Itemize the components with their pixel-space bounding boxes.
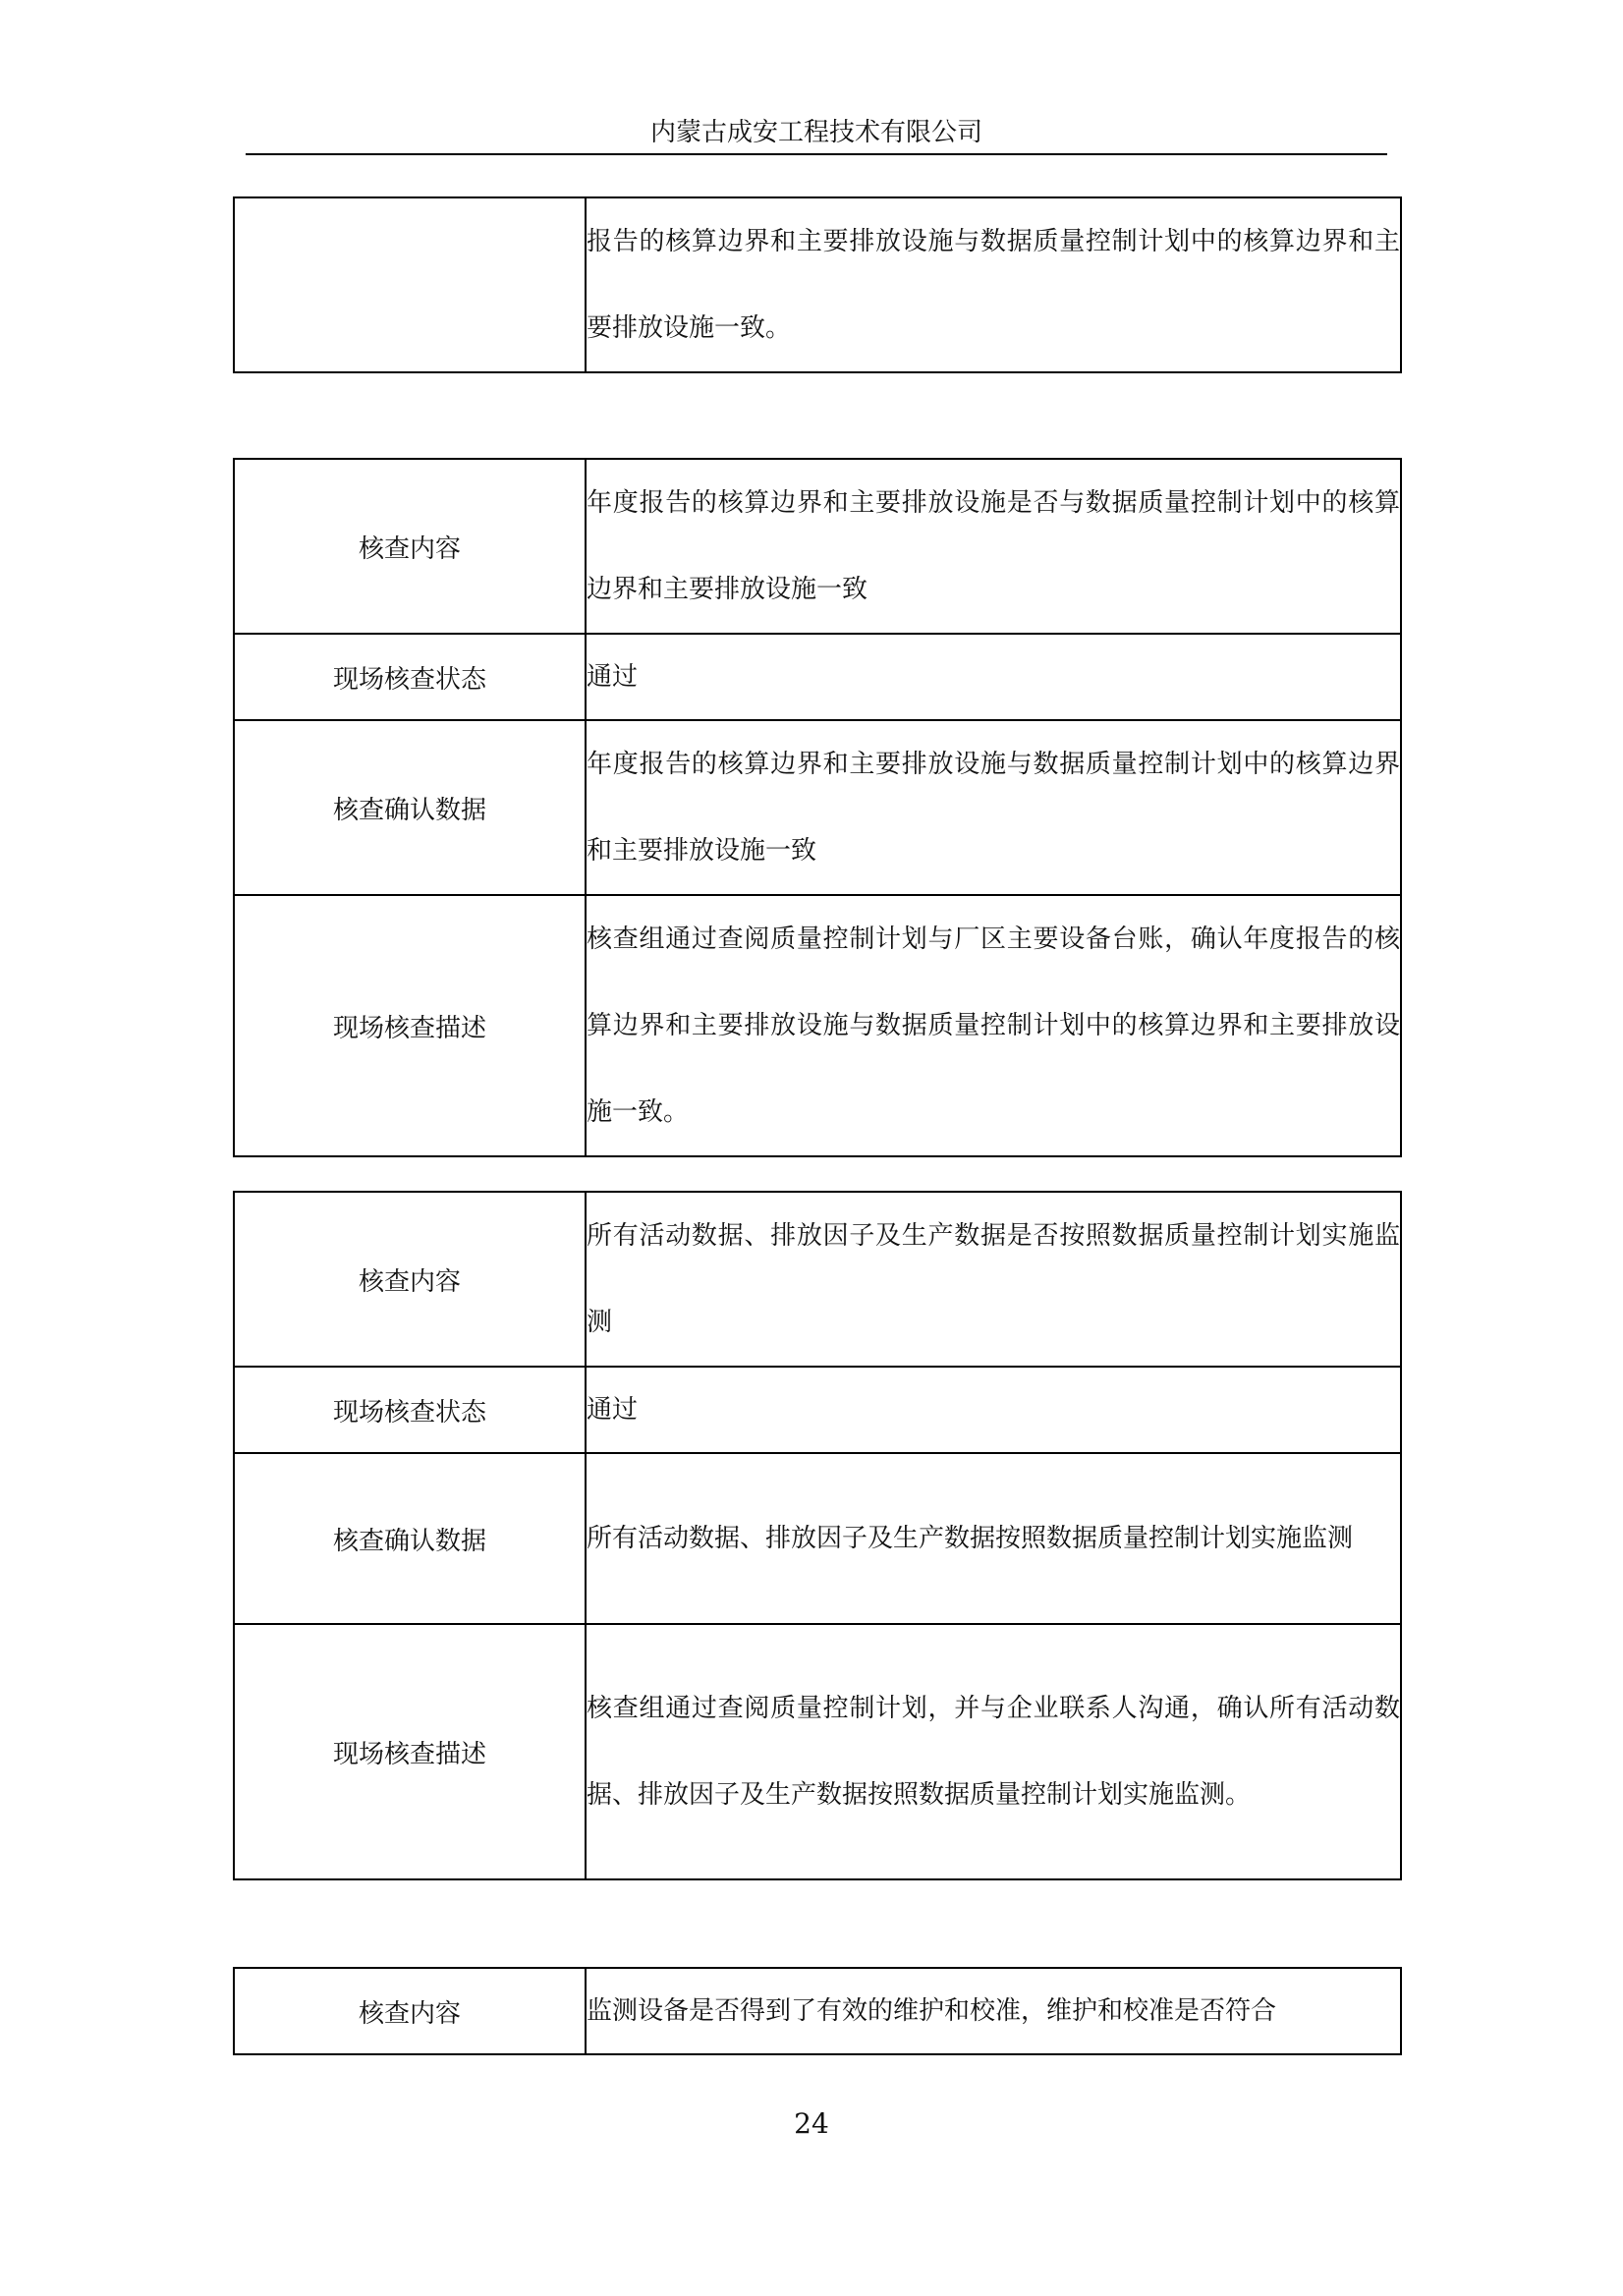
row-value-check-content: 监测设备是否得到了有效的维护和校准，维护和校准是否符合	[586, 1968, 1401, 2054]
table-row	[234, 459, 1401, 634]
table-row	[234, 197, 1401, 372]
row-label-site-description: 现场核查描述	[234, 895, 586, 1156]
page-number: 24	[794, 2107, 829, 2140]
row-value-site-status: 通过	[586, 1367, 1401, 1453]
check-table-equipment	[233, 1967, 1402, 2055]
table-row	[234, 1367, 1401, 1453]
row-label-site-status: 现场核查状态	[234, 1367, 586, 1453]
row-value-confirmed-data: 年度报告的核算边界和主要排放设施与数据质量控制计划中的核算边界和主要排放设施一致	[586, 720, 1401, 895]
header-divider	[246, 153, 1387, 155]
table-row	[234, 1624, 1401, 1879]
row-value-site-description: 核查组通过查阅质量控制计划与厂区主要设备台账，确认年度报告的核算边界和主要排放设施与数据质量控制计划中的核算边界和主要排放设施一致。	[586, 895, 1401, 1156]
row-label-check-content: 核查内容	[234, 1192, 586, 1367]
row-label-check-content: 核查内容	[234, 459, 586, 634]
row-value-check-content: 年度报告的核算边界和主要排放设施是否与数据质量控制计划中的核算边界和主要排放设施一致	[586, 459, 1401, 634]
check-table-boundary	[233, 458, 1402, 1157]
row-label-empty	[234, 197, 586, 372]
company-header: 内蒙古成安工程技术有限公司	[649, 118, 982, 147]
row-value-check-content: 所有活动数据、排放因子及生产数据是否按照数据质量控制计划实施监测	[586, 1192, 1401, 1367]
table-row	[234, 634, 1401, 720]
table-row	[234, 1453, 1401, 1624]
row-label-site-description: 现场核查描述	[234, 1624, 586, 1879]
table-row	[234, 720, 1401, 895]
row-label-confirmed-data: 核查确认数据	[234, 1453, 586, 1624]
row-value-site-description: 核查组通过查阅质量控制计划，并与企业联系人沟通，确认所有活动数据、排放因子及生产数据按照数据质量控制计划实施监测。	[586, 1624, 1401, 1879]
row-label-confirmed-data: 核查确认数据	[234, 720, 586, 895]
row-value: 报告的核算边界和主要排放设施与数据质量控制计划中的核算边界和主要排放设施一致。	[586, 197, 1401, 372]
row-value-confirmed-data: 所有活动数据、排放因子及生产数据按照数据质量控制计划实施监测	[586, 1453, 1401, 1624]
row-value-site-status: 通过	[586, 634, 1401, 720]
check-table-monitoring	[233, 1191, 1402, 1880]
row-label-check-content: 核查内容	[234, 1968, 586, 2054]
row-label-site-status: 现场核查状态	[234, 634, 586, 720]
table-row	[234, 1968, 1401, 2054]
table-row	[234, 895, 1401, 1156]
check-table-continuation	[233, 196, 1402, 373]
table-row	[234, 1192, 1401, 1367]
